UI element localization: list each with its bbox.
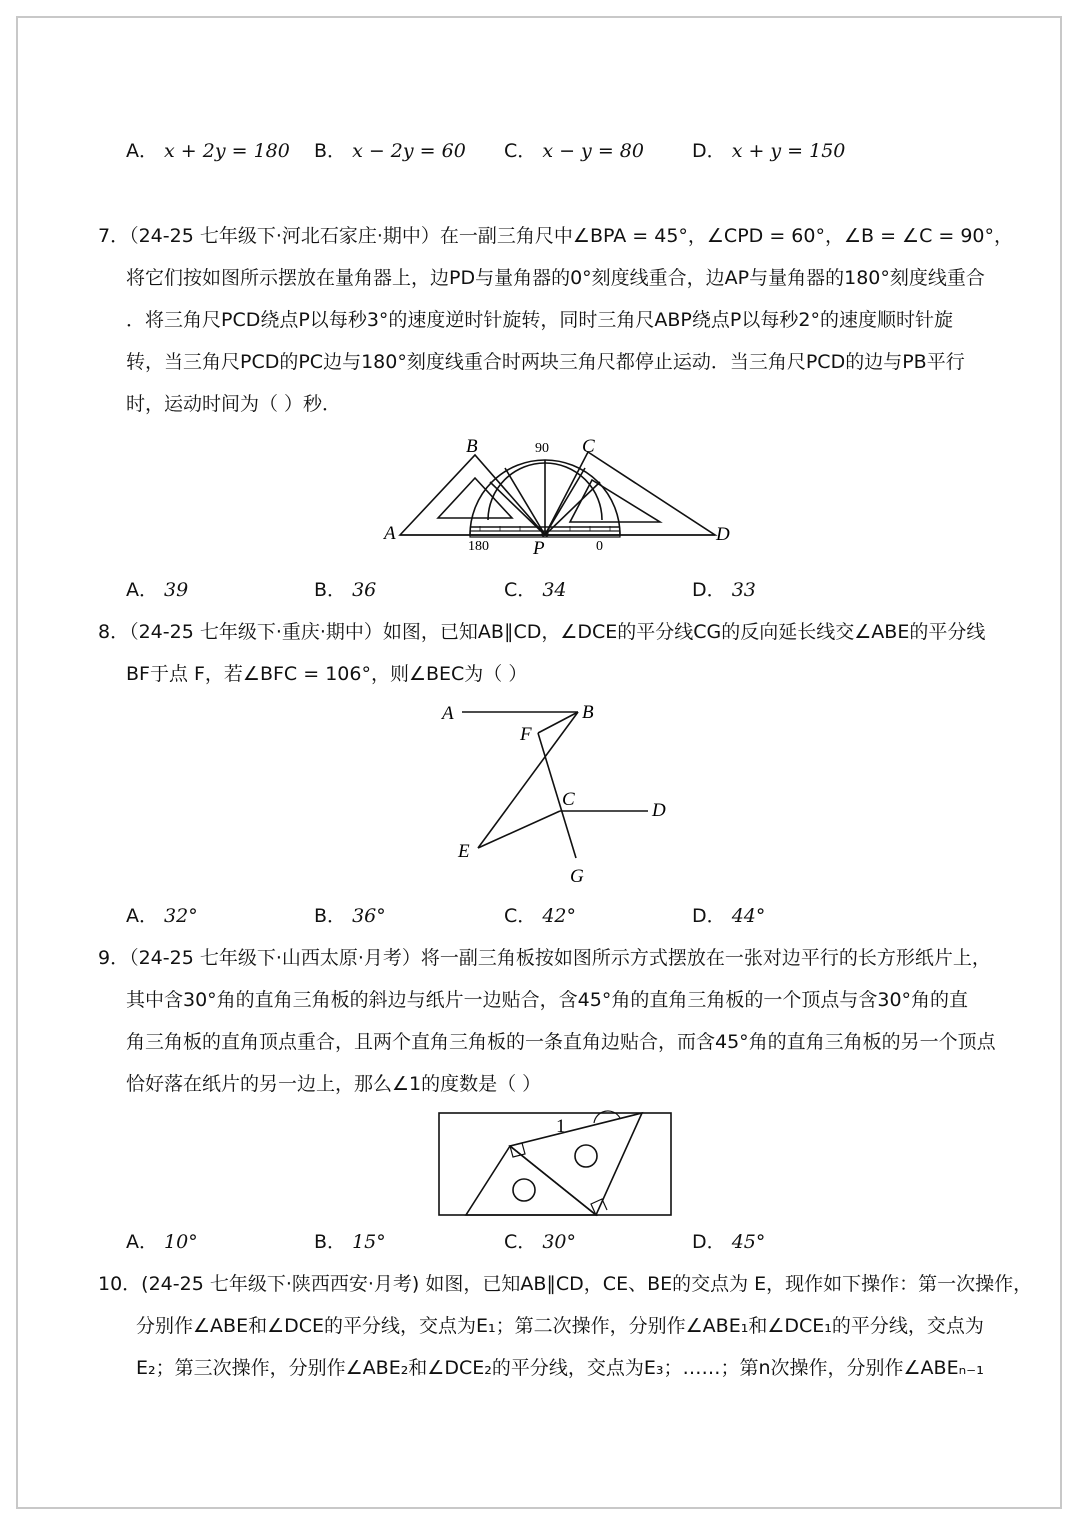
q8-text-line-1: 8．（24-25 七年级下·重庆·期中）如图，已知AB∥CD，∠DCE的平分线CG的反向延长线交∠ABE的平分线 <box>98 621 986 643</box>
paper-rectangle <box>439 1113 671 1215</box>
q8-option-d[interactable]: D． 44° <box>692 905 766 927</box>
label-b: B <box>582 702 594 723</box>
q9-option-b[interactable]: B． 15° <box>314 1231 386 1253</box>
q7-text-line-2: 将它们按如图所示摆放在量角器上，边PD与量角器的0°刻度线重合，边AP与量角器的180°刻度线重合 <box>126 267 985 289</box>
q7-text-line-5: 时，运动时间为（ ）秒． <box>126 393 342 415</box>
q9-option-a[interactable]: A． 10° <box>126 1231 198 1253</box>
label-a: A <box>442 703 454 724</box>
q8-parallel-lines-figure <box>430 695 690 895</box>
tick-0: 0 <box>596 539 603 554</box>
q7-option-d[interactable]: D． 33 <box>692 579 756 601</box>
label-a: A <box>384 523 396 544</box>
tick-180: 180 <box>468 539 489 554</box>
label-d: D <box>716 524 730 545</box>
q7-text-line-1: 7．（24-25 七年级下·河北石家庄·期中）在一副三角尺中∠BPA = 45°，∠CPD = 60°，∠B = ∠C = 90°， <box>98 225 1014 247</box>
label-c: C <box>582 436 595 457</box>
q7-option-c[interactable]: C． 34 <box>504 579 567 601</box>
q10-text-line-1: 10．(24-25 七年级下·陕西西安·月考) 如图，已知AB∥CD，CE、BE的交点为 E，现作如下操作：第一次操作， <box>98 1273 1033 1295</box>
label-c: C <box>562 789 575 810</box>
q7-text-line-3: ．将三角尺PCD绕点P以每秒3°的速度逆时针旋转，同时三角尺ABP绕点P以每秒2°的速度顺时针旋 <box>126 309 953 331</box>
tick-90: 90 <box>535 441 549 456</box>
line-ec <box>478 811 560 848</box>
q7-text-line-4: 转，当三角尺PCD的PC边与180°刻度线重合时两块三角尺都停止运动．当三角尺PCD的边与PB平行 <box>126 351 965 373</box>
q6-option-b[interactable]: B． x − 2y = 60 <box>314 140 466 162</box>
triangle-45deg <box>466 1146 596 1215</box>
label-f: F <box>520 724 532 745</box>
q7-option-a[interactable]: A． 39 <box>126 579 189 601</box>
label-e: E <box>458 841 470 862</box>
q9-option-c[interactable]: C． 30° <box>504 1231 577 1253</box>
q9-text-line-3: 角三角板的直角顶点重合，且两个直角三角板的一条直角边贴合，而含45°角的直角三角板的另一个顶点 <box>126 1031 996 1053</box>
label-p: P <box>533 538 545 559</box>
line-bf <box>538 712 578 733</box>
q7-option-b[interactable]: B． 36 <box>314 579 377 601</box>
q9-text-line-1: 9．（24-25 七年级下·山西太原·月考）将一副三角板按如图所示方式摆放在一张对边平行的长方形纸片上， <box>98 947 991 969</box>
label-g: G <box>570 866 584 887</box>
q9-text-line-4: 恰好落在纸片的另一边上，那么∠1的度数是（ ） <box>126 1073 542 1095</box>
q10-text-line-3: E₂；第三次操作，分别作∠ABE₂和∠DCE₂的平分线，交点为E₃；……；第n次操作，分别作∠ABEₙ₋₁ <box>136 1357 984 1379</box>
q8-text-line-2: BF于点 F，若∠BFC = 106°，则∠BEC为（ ） <box>126 663 528 685</box>
q8-option-b[interactable]: B． 36° <box>314 905 386 927</box>
angle-1-label: 1 <box>556 1116 566 1137</box>
label-b: B <box>466 436 478 457</box>
q8-option-c[interactable]: C． 42° <box>504 905 577 927</box>
q6-option-c[interactable]: C． x − y = 80 <box>504 140 644 162</box>
q9-text-line-2: 其中含30°角的直角三角板的斜边与纸片一边贴合，含45°角的直角三角板的一个顶点与含30°角的直 <box>126 989 969 1011</box>
q9-option-d[interactable]: D． 45° <box>692 1231 766 1253</box>
label-d: D <box>652 800 666 821</box>
q6-option-d[interactable]: D． x + y = 150 <box>692 140 846 162</box>
q8-option-a[interactable]: A． 32° <box>126 905 198 927</box>
q6-option-a[interactable]: A． x + 2y = 180 <box>126 140 290 162</box>
q9-set-squares-figure <box>436 1110 676 1220</box>
q10-text-line-2: 分别作∠ABE和∠DCE的平分线，交点为E₁；第二次操作，分别作∠ABE₁和∠DCE₁的平分线，交点为 <box>136 1315 984 1337</box>
q7-protractor-figure <box>370 430 750 560</box>
